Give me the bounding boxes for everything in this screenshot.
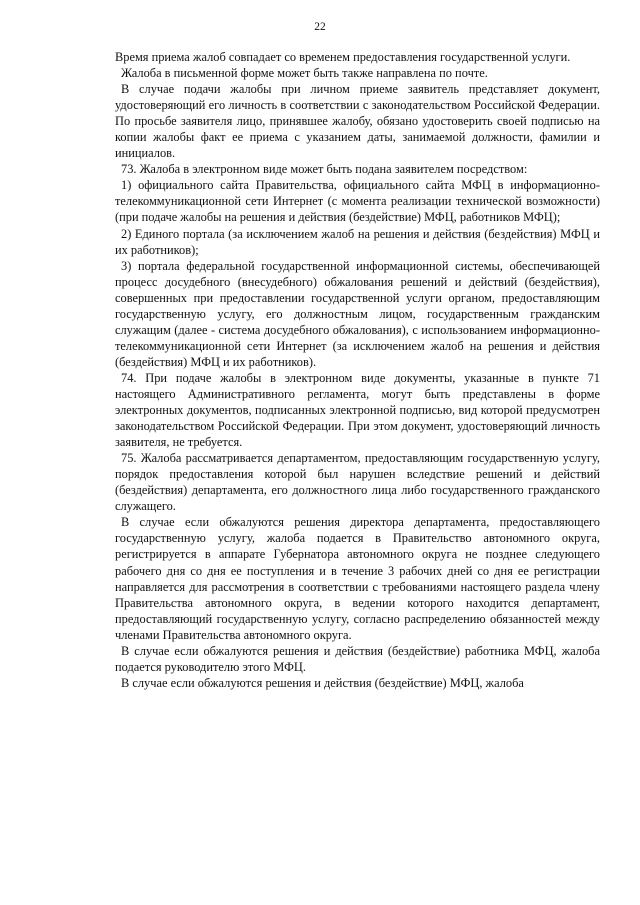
paragraph-written-mail: Жалоба в письменной форме может быть также направлена по почте. <box>121 66 488 81</box>
paragraph-mfc-decisions: В случае если обжалуются решения и действия (бездействие) МФЦ, жалоба <box>121 675 524 690</box>
paragraph-item-74: 74. При подаче жалобы в электронном виде документы, указанные в пункте 71 настоящего Административного регламента, могут быть представлены в форме электронных документов, подписанных электронной подписью, вид которой предусмотрен законодательством Российской Федерации. При этом документ, удостоверяющий личность заявителя, не требуется. <box>115 370 600 450</box>
paragraph-director-decisions: В случае если обжалуются решения директора департамента, предоставляющего государственную услугу, жалоба подается в Правительство автономного округа, регистрируется в аппарате Губернатора автономного округа не позднее следующего рабочего дня со дня ее поступления и в течение 3 рабочих дней со дня ее регистрации направляется для рассмотрения в соответствии с требованиями настоящего раздела члену Правительства автономного округа, в ведении которого находится департамент, предоставляющий государственную услугу, согласно распределению обязанностей между членами Правительства автономного округа. <box>115 515 600 642</box>
paragraph-subitem-2: 2) Единого портала (за исключением жалоб на решения и действия (бездействия) МФЦ и их работников); <box>115 226 600 257</box>
paragraph-mfc-employee: В случае если обжалуются решения и действия (бездействие) работника МФЦ, жалоба подается руководителю этого МФЦ. <box>115 643 600 674</box>
paragraph-item-75: 75. Жалоба рассматривается департаментом, предоставляющим государственную услугу, порядок предоставления которой был нарушен вследствие решений и действий (бездействия) департамента, его должностного лица либо государственного гражданского служащего. <box>115 451 600 514</box>
paragraph-subitem-3: 3) портала федеральной государственной информационной системы, обеспечивающей процесс досудебного (внесудебного) обжалования решений и действий (бездействия), совершенных при предоставлении государственной услуги органом, предоставляющим государственную услугу, его должностным лицом, государственным гражданским служащим (далее - система досудебного обжалования), с использованием информационно-телекоммуникационной сети Интернет (за исключением жалоб на решения и действия (бездействия) МФЦ и их работников). <box>115 258 600 369</box>
paragraph-subitem-1: 1) официального сайта Правительства, официального сайта МФЦ в информационно-телекоммуникационной сети Интернет (с момента реализации технической возможности) (при подаче жалобы на решения и действия (бездействие) МФЦ, работников МФЦ); <box>115 178 600 225</box>
paragraph-personal-reception: В случае подачи жалобы при личном приеме заявитель представляет документ, удостоверяющий его личность в соответствии с законодательством Российской Федерации. По просьбе заявителя лицо, принявшее жалобу, обязано удостоверить своей подписью на копии жалобы факт ее приема с указанием даты, занимаемой должности, фамилии и инициалов. <box>115 82 600 161</box>
document-body <box>115 49 600 691</box>
page-number: 22 <box>314 21 326 33</box>
paragraph-reception-time: Время приема жалоб совпадает со временем предоставления государственной услуги. <box>115 50 571 64</box>
paragraph-item-73: 73. Жалоба в электронном виде может быть подана заявителем посредством: <box>121 162 528 177</box>
